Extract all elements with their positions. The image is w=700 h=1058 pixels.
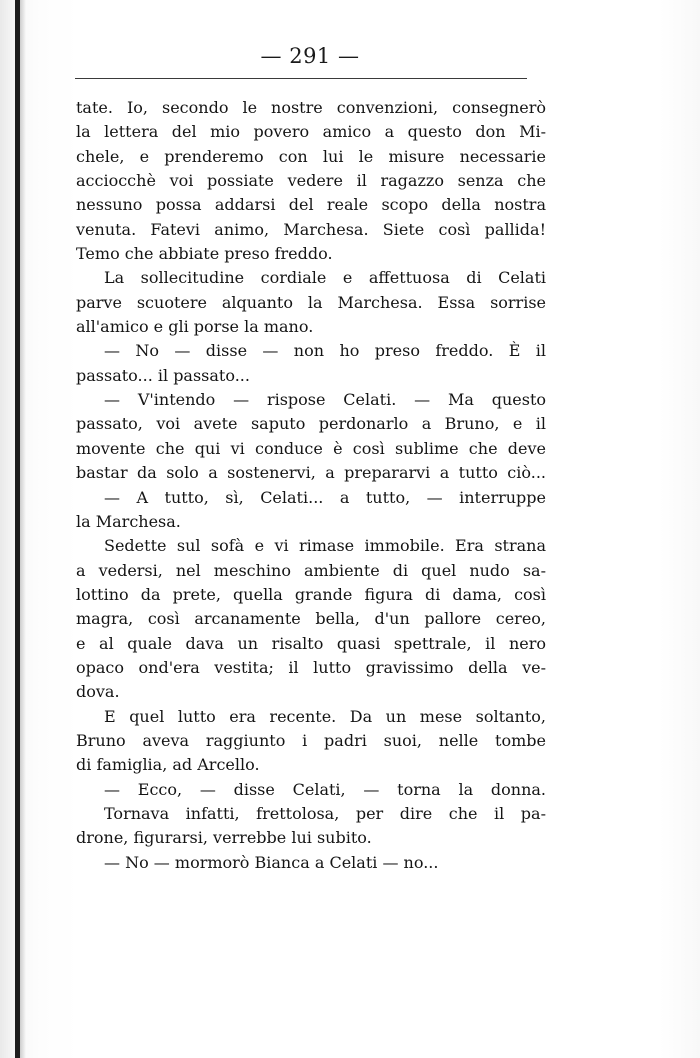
text-line: — No — mormorò Bianca a Celati — no...: [104, 852, 439, 872]
body-text: [76, 96, 546, 875]
text-line: — A tutto, sì, Celati... a tutto, — interruppe: [104, 487, 546, 507]
text-line: Sedette sul sofà e vi rimase immobile. Era strana: [104, 536, 546, 556]
text-line: dova.: [76, 682, 120, 702]
text-line: La sollecitudine cordiale e affettuosa di Celati: [104, 268, 546, 288]
header-rule: [75, 78, 527, 79]
text-line: venuta. Fatevi animo, Marchesa. Siete così pallida!: [76, 219, 546, 239]
text-line: bastar da solo a sostenervi, a prepararvi a tutto ciò...: [76, 463, 546, 483]
text-line: opaco ond'era vestita; il lutto gravissimo della ve-: [76, 657, 546, 677]
text-line: Tornava infatti, frettolosa, per dire che il pa-: [104, 803, 546, 823]
text-line: parve scuotere alquanto la Marchesa. Essa sorrise: [76, 292, 546, 312]
text-line: la Marchesa.: [76, 511, 181, 531]
text-line: — Ecco, — disse Celati, — torna la donna.: [104, 779, 546, 799]
text-line: all'amico e gli porse la mano.: [76, 317, 314, 337]
text-line: la lettera del mio povero amico a questo don Mi-: [76, 122, 546, 142]
text-line: — V'intendo — rispose Celati. — Ma questo: [104, 390, 546, 410]
text-line: drone, figurarsi, verrebbe lui subito.: [76, 828, 372, 848]
text-line: Temo che abbiate preso freddo.: [76, 244, 333, 264]
page-number: — 291 —: [260, 44, 360, 68]
text-line: lottino da prete, quella grande figura di dama, così: [76, 584, 546, 604]
text-line: passato, voi avete saputo perdonarlo a Bruno, e il: [76, 414, 546, 434]
text-line: movente che qui vi conduce è così sublime che deve: [76, 438, 546, 458]
text-line: di famiglia, ad Arcello.: [76, 755, 260, 775]
text-line: passato... il passato...: [76, 365, 250, 385]
text-line: a vedersi, nel meschino ambiente di quel nudo sa-: [76, 560, 546, 580]
text-line: chele, e prenderemo con lui le misure necessarie: [76, 146, 546, 166]
text-line: tate. Io, secondo le nostre convenzioni, consegnerò: [76, 98, 546, 117]
gutter-shadow: [20, 0, 26, 1058]
text-line: e al quale dava un risalto quasi spettrale, il nero: [76, 633, 546, 653]
text-line: Bruno aveva raggiunto i padri suoi, nelle tombe: [76, 730, 546, 750]
text-line: E quel lutto era recente. Da un mese soltanto,: [104, 706, 546, 726]
text-line: nessuno possa addarsi del reale scopo della nostra: [76, 195, 546, 215]
text-line: acciocchè voi possiate vedere il ragazzo senza che: [76, 171, 546, 191]
text-line: magra, così arcanamente bella, d'un pallore cereo,: [76, 609, 546, 629]
text-line: — No — disse — non ho preso freddo. È il: [104, 341, 546, 361]
